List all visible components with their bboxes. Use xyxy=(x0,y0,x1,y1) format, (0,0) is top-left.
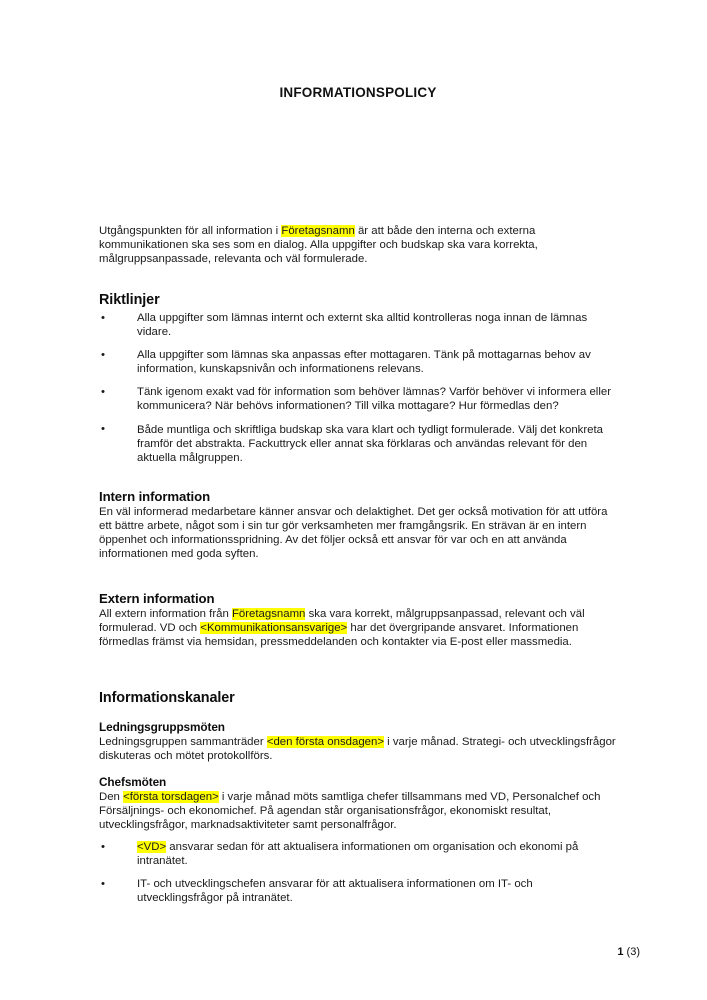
list-item xyxy=(99,840,617,868)
extern-text-part2: ska vara korrekt, målgruppsanpassad, relevant och väl formulerad. VD och xyxy=(99,608,585,635)
section-informationskanaler xyxy=(99,690,617,709)
list-item-text: IT- och utvecklingschefen ansvarar för att aktualisera informationen om IT- och utvecklingsfrågor på intranätet. xyxy=(137,878,533,905)
extern-text-part3: har det övergripande ansvaret. Informationen förmedlas främst via hemsidan, pressmeddelanden och kontakter via E-post eller massmedia. xyxy=(99,622,579,649)
ledningsgruppsmoten-part2: i varje månad. Strategi- och utvecklingsfrågor diskuteras och mötet protokollförs. xyxy=(99,736,616,763)
list-item xyxy=(99,877,617,905)
list-item-text: Alla uppgifter som lämnas internt och externt ska alltid kontrolleras noga innan de lämnas vidare. xyxy=(137,312,588,339)
highlight-foretagsnamn-intro: Företagsnamn xyxy=(281,225,355,237)
intro-text-part2: är att både den interna och externa kommunikationen ska ses som en dialog. Alla uppgifter och budskap ska vara korrekta, målgruppsanpassade, relevanta och väl formulerade. xyxy=(99,225,538,266)
riktlinjer-bullet-list xyxy=(99,311,617,465)
subsection-chefsmoten xyxy=(99,775,617,832)
bullet-icon: • xyxy=(101,348,105,361)
list-item xyxy=(99,385,617,413)
intro-text-part1: Utgångspunkten för all information i xyxy=(99,225,282,237)
footer-page-number: 1 xyxy=(617,946,624,958)
chefsmoten-bullet-list xyxy=(99,840,617,905)
list-item-text: ansvarar sedan för att aktualisera informationen om organisation och ekonomi på intranätet. xyxy=(137,841,579,868)
heading-chefsmoten: Chefsmöten xyxy=(99,775,167,789)
chefsmoten-part2: i varje månad möts samtliga chefer tillsammans med VD, Personalchef och Försäljnings- och ekonomichef. På agendan står organisationsfrågor, ekonomiskt resultat, utvecklingsfrågor, marknadsaktiviteter samt personalfrågor. xyxy=(99,791,601,832)
list-item-text: Tänk igenom exakt vad för information som behöver lämnas? Varför behöver vi informera eller kommunicera? När behövs informationen? Till vilka mottagare? Hur förmedlas den? xyxy=(137,386,611,413)
bullet-icon: • xyxy=(101,877,105,890)
list-item xyxy=(99,311,617,339)
highlight-forsta-torsdagen: <första torsdagen> xyxy=(123,791,219,803)
page-title: INFORMATIONSPOLICY xyxy=(279,85,437,100)
chefsmoten-paragraph xyxy=(99,790,617,832)
section-extern-information xyxy=(99,591,617,649)
bullet-icon: • xyxy=(101,385,105,398)
chefsmoten-part1: Den xyxy=(99,791,124,803)
list-item-text: Alla uppgifter som lämnas ska anpassas efter mottagaren. Tänk på mottagarnas behov av information, kunskapsnivån och informationens relevans. xyxy=(137,349,591,376)
footer-page-total: (3) xyxy=(623,946,640,958)
section-riktlinjer xyxy=(99,292,617,465)
heading-intern-information: Intern information xyxy=(99,489,211,504)
page-footer xyxy=(617,946,640,959)
chefsmoten-bullet-block xyxy=(99,840,617,905)
extern-text-part1: All extern information från xyxy=(99,608,232,620)
intro-block xyxy=(99,224,617,266)
list-item-text: Både muntliga och skriftliga budskap ska vara klart och tydligt formulerade. Välj det konkreta framför det abstrakta. Fackuttryck eller annat ska förklaras och användas relevant för den aktuella målgruppen. xyxy=(137,423,603,464)
ledningsgruppsmoten-paragraph xyxy=(99,735,617,763)
highlight-foretagsnamn-extern: Företagsnamn xyxy=(231,608,306,620)
section-intern-information xyxy=(99,489,617,561)
list-item xyxy=(99,423,617,465)
intern-information-paragraph: En väl informerad medarbetare känner ansvar och delaktighet. Det ger också motivation för att utföra ett bättre arbete, något som i sin tur gör verksamheten mer framgångsrik. En strävan är en intern öppenhet och informationsspridning. Av det följer också ett ansvar för var och en att använda informationen med goda syften. xyxy=(99,506,608,561)
bullet-icon: • xyxy=(101,840,105,853)
heading-informationskanaler: Informationskanaler xyxy=(99,690,235,706)
highlight-kommunikationsansvarige: <Kommunikationsansvarige> xyxy=(200,622,348,635)
highlight-vd: <VD> xyxy=(137,841,167,853)
intro-paragraph xyxy=(99,224,617,266)
ledningsgruppsmoten-part1: Ledningsgruppen sammanträder xyxy=(99,736,267,748)
bullet-icon: • xyxy=(101,423,105,436)
highlight-den-forsta-onsdagen: <den första onsdagen> xyxy=(266,736,384,748)
list-item xyxy=(99,348,617,376)
heading-riktlinjer: Riktlinjer xyxy=(99,292,160,308)
subsection-ledningsgruppsmoten xyxy=(99,720,617,763)
bullet-icon: • xyxy=(101,311,105,324)
heading-ledningsgruppsmoten: Ledningsgruppsmöten xyxy=(99,720,225,734)
extern-information-paragraph xyxy=(99,607,617,649)
heading-extern-information: Extern information xyxy=(99,591,215,606)
